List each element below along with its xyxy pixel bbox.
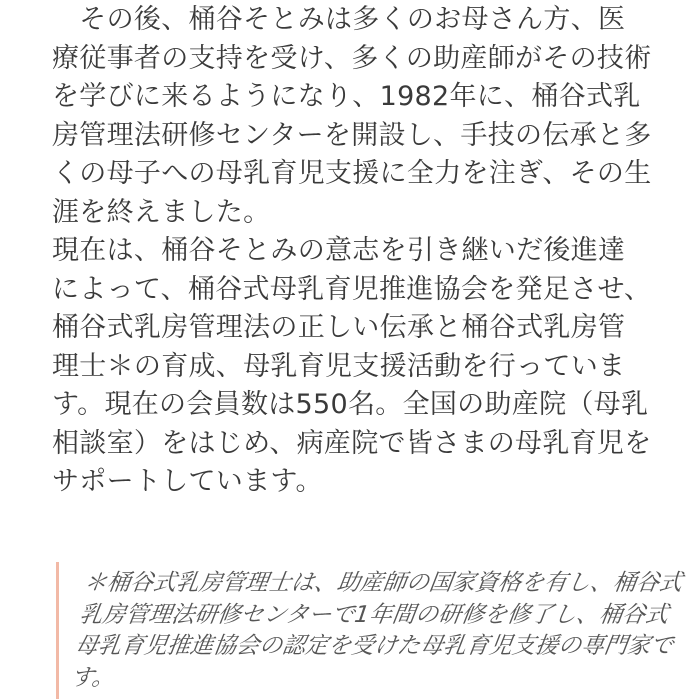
history-paragraph: その後、桶谷そとみは多くのお母さん方、医療従事者の支持を受け、多くの助産師がその技術を学びに来るようになり、1982年に、桶谷式乳房管理法研修センターを開設し、手技の伝承と多くの母子への母乳育児支援に全力を注ぎ、その生涯を終えました。	[52, 4, 652, 228]
article-body	[52, 0, 652, 502]
footnote-text: ＊桶谷式乳房管理士は、助産師の国家資格を有し、桶谷式乳房管理法研修センターで1年間の研修を修了し、桶谷式母乳育児推進協会の認定を受けた母乳育児支援の専門家です。	[68, 570, 684, 691]
footnote-box	[56, 562, 687, 699]
current-activity-paragraph: 現在は、桶谷そとみの意志を引き継いだ後進達によって、桶谷式母乳育児推進協会を発足させ、桶谷式乳房管理法の正しい伝承と桶谷式乳房管理士＊の育成、母乳育児支援活動を行っています。現在の会員数は550名。全国の助産院（母乳相談室）をはじめ、病産院で皆さまの母乳育児をサポートしています。	[52, 235, 652, 497]
